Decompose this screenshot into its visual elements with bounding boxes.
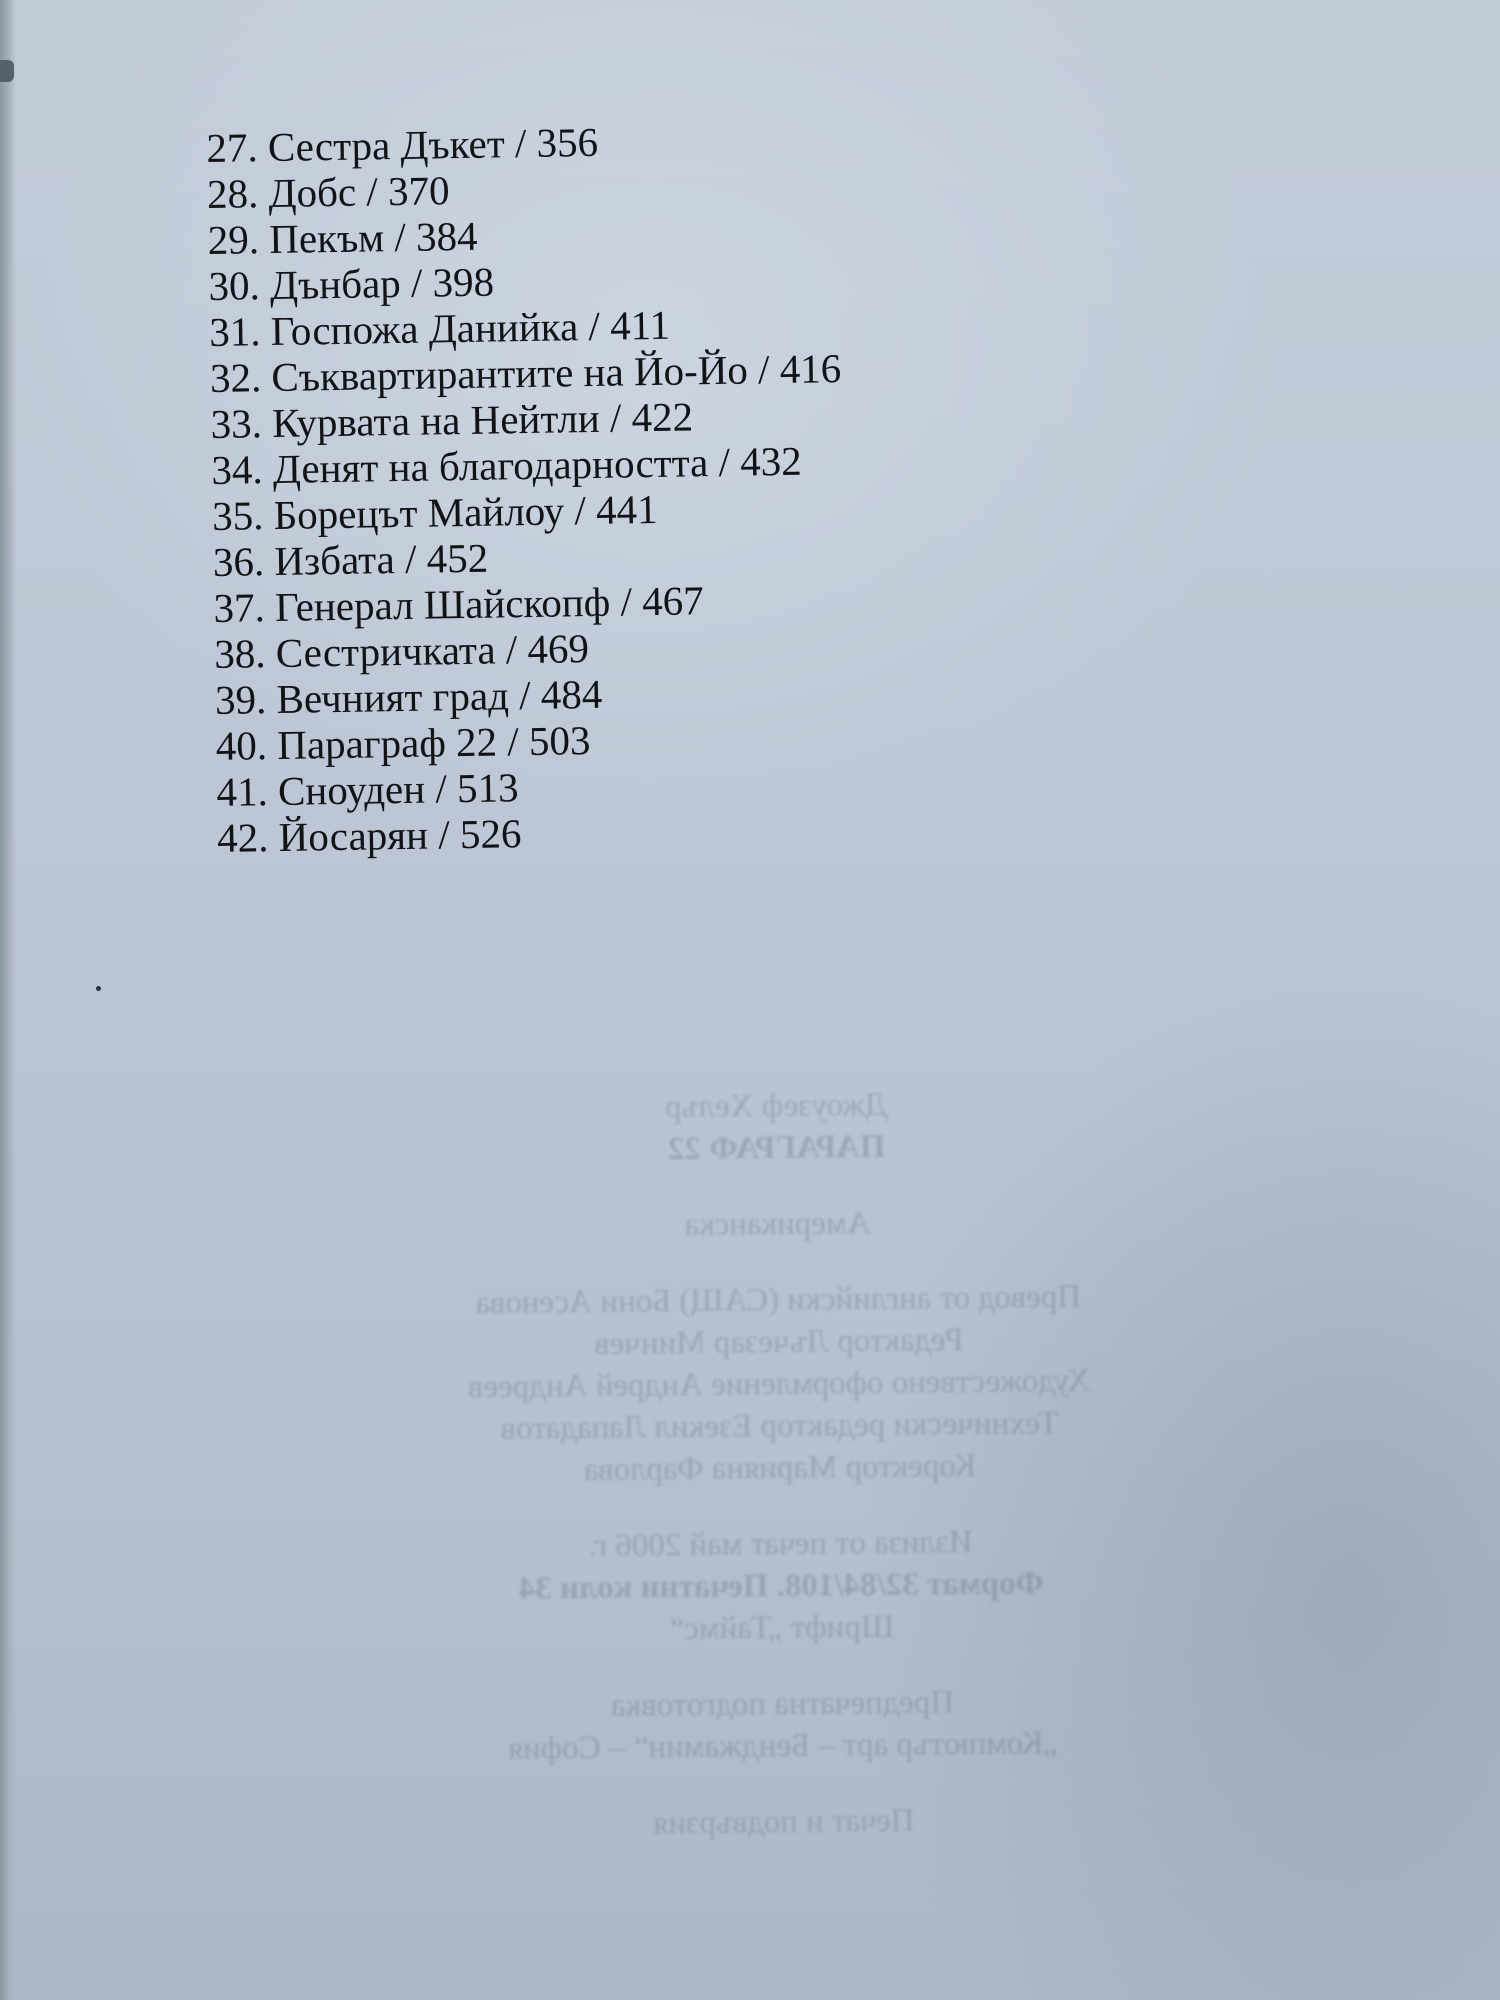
- colophon-line: Редактор Лъчезар Минчев: [593, 1322, 964, 1362]
- toc-entry: 37. Генерал Шайскопф / 467: [213, 577, 705, 631]
- colophon-credits: [338, 1274, 1220, 1493]
- colophon-line: Технически редактор Езекил Лападатов: [500, 1405, 1059, 1447]
- colophon-line: Формат 32/84/108. Печатни коли 34: [518, 1565, 1044, 1607]
- binding-mark: [0, 60, 14, 82]
- ink-speck: [96, 986, 101, 991]
- colophon-line: Шрифт „Таймс“: [669, 1608, 895, 1648]
- colophon-genre: Американска: [684, 1205, 871, 1243]
- toc-entry: 30. Дънбар / 398: [208, 258, 495, 309]
- toc-entry: 29. Пекъм / 384: [207, 212, 478, 263]
- toc-entry: 27. Сестра Дъкет / 356: [206, 118, 599, 171]
- colophon-author: Джоузеф Хелър: [664, 1086, 888, 1126]
- colophon-line: „Компютър арт – Бенджамин“ – София: [507, 1725, 1059, 1767]
- toc-entry: 34. Денят на благодарността / 432: [211, 437, 802, 493]
- colophon-line: Коректор Марияна Фарлова: [583, 1447, 977, 1489]
- toc-entry: 41. Сноуден / 513: [216, 764, 519, 815]
- toc-entry: 33. Курвата на Нейтли / 422: [210, 393, 694, 447]
- colophon-line: Художествено оформление Андрей Андреев: [467, 1362, 1091, 1406]
- table-of-contents: [206, 115, 849, 861]
- colophon-bleed-through: [336, 1080, 1224, 1847]
- colophon-print-info: [341, 1518, 1222, 1653]
- toc-entry: 40. Параграф 22 / 503: [215, 717, 591, 769]
- colophon-line: Предпечатна подготовка: [610, 1684, 955, 1724]
- colophon-prepress: [342, 1678, 1223, 1771]
- colophon-title: ПАРАГРАФ 22: [667, 1128, 886, 1168]
- toc-entry: 38. Сестричката / 469: [213, 625, 590, 677]
- toc-entry: 28. Добс / 370: [206, 167, 450, 217]
- page-gutter: [0, 0, 16, 2000]
- colophon-line: Излиза от печат май 2006 г.: [588, 1523, 973, 1565]
- toc-entry: 31. Госпожа Данийка / 411: [208, 301, 671, 355]
- toc-entry: 35. Борецът Майлоу / 441: [211, 485, 658, 539]
- toc-entry: 39. Вечният град / 484: [214, 670, 603, 723]
- colophon-line: Превод от английски (САЩ) Бони Асенова: [475, 1278, 1082, 1322]
- toc-entry: 42. Йосарян / 526: [216, 810, 522, 861]
- toc-entry: 36. Избата / 452: [212, 534, 489, 585]
- colophon-printing: Печат и подвързия: [652, 1802, 915, 1842]
- toc-entry: 32. Съквартирантите на Йо-Йо / 416: [209, 345, 842, 401]
